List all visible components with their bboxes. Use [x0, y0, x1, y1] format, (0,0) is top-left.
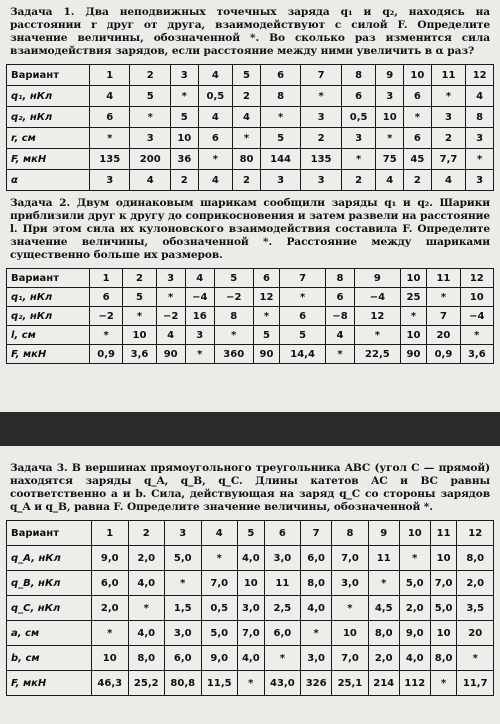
table-cell: 4,0 [301, 596, 332, 621]
table-cell: 10 [92, 646, 129, 671]
table-cell: 8,0 [301, 571, 332, 596]
table-cell: 4,0 [128, 571, 165, 596]
table-cell: 3,0 [165, 621, 202, 646]
table-cell: 4,0 [128, 621, 165, 646]
table-cell: 4,0 [399, 646, 430, 671]
table-header-cell: 8 [325, 269, 354, 288]
table-cell: 3,6 [460, 345, 493, 364]
table-cell: 4 [198, 107, 233, 128]
table-header-cell: 4 [198, 65, 233, 86]
table-cell: 6 [198, 128, 233, 149]
table-header-cell: 1 [90, 269, 123, 288]
table-cell: 2 [341, 170, 376, 191]
table-cell: 5,0 [201, 621, 238, 646]
table-cell: * [427, 288, 460, 307]
table-cell: * [128, 596, 165, 621]
table-row [7, 596, 494, 621]
table-cell: 6 [404, 128, 432, 149]
table-cell: * [214, 326, 253, 345]
table-header-cell: 1 [90, 65, 130, 86]
table-row [7, 288, 494, 307]
table-cell: 7 [427, 307, 460, 326]
table-row [7, 571, 494, 596]
table-cell: 5 [170, 107, 198, 128]
table-header-cell: 6 [264, 521, 301, 546]
row-label-cell: F, мкН [7, 345, 90, 364]
table-cell: 4 [130, 170, 170, 191]
table-cell: 4 [376, 170, 404, 191]
table-cell: 135 [301, 149, 341, 170]
table-cell: 6,0 [301, 546, 332, 571]
table-cell: 5 [130, 86, 170, 107]
table-cell: 3 [185, 326, 214, 345]
table-header-cell: 4 [201, 521, 238, 546]
table-header-cell: 2 [123, 269, 156, 288]
table-row [7, 621, 494, 646]
table-cell: 3,5 [457, 596, 494, 621]
table-cell: 11 [368, 546, 399, 571]
table-header-cell: 7 [301, 521, 332, 546]
table-cell: 326 [301, 671, 332, 696]
table-cell: 3 [260, 170, 300, 191]
table-cell: 5,0 [399, 571, 430, 596]
row-label-cell: F, мкН [7, 149, 90, 170]
table-cell: 2,0 [457, 571, 494, 596]
table-cell: 36 [170, 149, 198, 170]
table-cell: 20 [457, 621, 494, 646]
table-cell: * [332, 596, 369, 621]
table-cell: 25,2 [128, 671, 165, 696]
table-cell: 2,0 [368, 646, 399, 671]
table-cell: 10 [400, 326, 427, 345]
table-cell: 4 [233, 107, 261, 128]
table-cell: −2 [214, 288, 253, 307]
table-row [7, 107, 494, 128]
table-cell: 360 [214, 345, 253, 364]
row-label-cell: q_C, нКл [7, 596, 92, 621]
table-header-cell: 6 [253, 269, 280, 288]
table-cell: 9,0 [201, 646, 238, 671]
table-cell: 8 [260, 86, 300, 107]
table-cell: 3 [341, 128, 376, 149]
table-cell: 4 [431, 170, 466, 191]
table-cell: 0,9 [427, 345, 460, 364]
table-cell: 3 [466, 170, 494, 191]
table-cell: * [399, 546, 430, 571]
table-cell: 22,5 [355, 345, 401, 364]
table-header-cell: 9 [355, 269, 401, 288]
table-cell: 3 [90, 170, 130, 191]
table-cell: 3,0 [238, 596, 265, 621]
table-cell: * [264, 646, 301, 671]
table-header-cell: 12 [466, 65, 494, 86]
table-cell: 7,0 [238, 621, 265, 646]
table-header-cell: 3 [165, 521, 202, 546]
task-1-statement: Задача 1. Два неподвижных точечных заряда q₁ и q₂, находясь на расстоянии r друг от друга, взаимодействуют с силой F. Определите значение величины, обозначенной *. Во сколько раз изменится сила взаимодействия зарядов, если расстояние между ними увеличить в α раз? [10, 6, 490, 57]
table-header-cell: 7 [280, 269, 326, 288]
table-header-row [7, 269, 494, 288]
task-1-table [6, 64, 494, 191]
table-cell: * [198, 149, 233, 170]
table-cell: 10 [460, 288, 493, 307]
table-cell: 5,0 [165, 546, 202, 571]
table-header-cell: 12 [460, 269, 493, 288]
table-header-cell: 11 [431, 65, 466, 86]
table-cell: 7,0 [332, 546, 369, 571]
table-cell: 4 [325, 326, 354, 345]
table-cell: 4,5 [368, 596, 399, 621]
table-cell: 2 [233, 170, 261, 191]
row-label-cell: q₁, нКл [7, 288, 90, 307]
row-label-cell: b, см [7, 646, 92, 671]
table-cell: 43,0 [264, 671, 301, 696]
table-cell: 25,1 [332, 671, 369, 696]
table-cell: 3 [466, 128, 494, 149]
table-cell: 3 [301, 170, 341, 191]
table-cell: * [368, 571, 399, 596]
table-cell: 3 [431, 107, 466, 128]
table-header-cell: 3 [156, 269, 185, 288]
table-cell: 8 [214, 307, 253, 326]
table-cell: 4 [156, 326, 185, 345]
table-header-cell: 10 [404, 65, 432, 86]
table-header-row [7, 65, 494, 86]
table-cell: −4 [355, 288, 401, 307]
table-header-cell: 8 [332, 521, 369, 546]
row-label-cell: F, мкН [7, 671, 92, 696]
table-cell: * [165, 571, 202, 596]
table-header-cell: 2 [128, 521, 165, 546]
table-cell: 20 [427, 326, 460, 345]
row-label-cell: q₂, нКл [7, 307, 90, 326]
table-cell: 3 [130, 128, 170, 149]
table-cell: 10 [332, 621, 369, 646]
table-cell: 4 [198, 170, 233, 191]
row-label-cell: α [7, 170, 90, 191]
table-cell: 10 [170, 128, 198, 149]
row-label-cell: q_A, нКл [7, 546, 92, 571]
table-cell: −4 [185, 288, 214, 307]
table-cell: * [404, 107, 432, 128]
table-cell: 80,8 [165, 671, 202, 696]
table-header-cell: 4 [185, 269, 214, 288]
table-cell: 25 [400, 288, 427, 307]
table-cell: −8 [325, 307, 354, 326]
table-row [7, 326, 494, 345]
table-cell: 3 [376, 86, 404, 107]
table-cell: 11 [264, 571, 301, 596]
table-header-cell: 2 [130, 65, 170, 86]
table-cell: −4 [460, 307, 493, 326]
table-cell: * [90, 128, 130, 149]
table-cell: 45 [404, 149, 432, 170]
table-cell: 2 [170, 170, 198, 191]
task-3-statement: Задача 3. В вершинах прямоугольного треугольника ABC (угол C — прямой) находятся заряды q_A, q_B, q_C. Длины катетов AC и BC равны соответственно a и b. Сила, действующая на заряд q_C со стороны зарядов q_A и q_B, равна F. Определите значение величины, обозначенной *. [10, 462, 490, 513]
table-cell: 4,0 [238, 646, 265, 671]
table-cell: 8 [466, 107, 494, 128]
table-cell: * [238, 671, 265, 696]
table-row [7, 646, 494, 671]
table-cell: * [355, 326, 401, 345]
row-label-cell: q₂, нКл [7, 107, 90, 128]
table-row [7, 307, 494, 326]
table-cell: 9,0 [92, 546, 129, 571]
page-sheet-2 [0, 446, 500, 724]
table-cell: 3,0 [301, 646, 332, 671]
table-cell: 4,0 [238, 546, 265, 571]
row-label-cell: l, см [7, 326, 90, 345]
table-header-cell: 5 [214, 269, 253, 288]
table-cell: 9,0 [399, 621, 430, 646]
table-cell: 2 [301, 128, 341, 149]
table-row [7, 149, 494, 170]
table-cell: * [466, 149, 494, 170]
task-2-statement: Задача 2. Двум одинаковым шарикам сообщили заряды q₁ и q₂. Шарики приблизили друг к другу до соприкосновения и затем развели на расстояние l. При этом сила их кулоновского взаимодействия составила F. Определите значение величины, обозначенной *. Расстояние между шариками существенно больше их размеров. [10, 197, 490, 261]
table-cell: 200 [130, 149, 170, 170]
table-cell: 2,0 [128, 546, 165, 571]
table-cell: −2 [90, 307, 123, 326]
table-cell: 2 [233, 86, 261, 107]
table-cell: 5 [123, 288, 156, 307]
table-cell: * [156, 288, 185, 307]
row-label-cell: q₁, нКл [7, 86, 90, 107]
table-cell: * [280, 288, 326, 307]
table-cell: * [253, 307, 280, 326]
table-cell: 90 [400, 345, 427, 364]
table-row [7, 170, 494, 191]
table-cell: * [201, 546, 238, 571]
table-cell: 11,5 [201, 671, 238, 696]
table-cell: * [460, 326, 493, 345]
table-row [7, 128, 494, 149]
table-cell: * [431, 86, 466, 107]
table-cell: 3,0 [264, 546, 301, 571]
table-cell: * [260, 107, 300, 128]
table-cell: 16 [185, 307, 214, 326]
table-cell: * [341, 149, 376, 170]
table-cell: * [430, 671, 457, 696]
table-cell: 0,9 [90, 345, 123, 364]
table-cell: * [376, 128, 404, 149]
table-cell: 8,0 [128, 646, 165, 671]
table-cell: 75 [376, 149, 404, 170]
table-cell: 6 [325, 288, 354, 307]
table-cell: 8,0 [368, 621, 399, 646]
table-cell: 46,3 [92, 671, 129, 696]
table-cell: 2,5 [264, 596, 301, 621]
row-label-cell: r, см [7, 128, 90, 149]
table-header-cell: 5 [238, 521, 265, 546]
table-cell: 5 [280, 326, 326, 345]
table-cell: * [301, 86, 341, 107]
row-label-cell: a, см [7, 621, 92, 646]
table-cell: * [185, 345, 214, 364]
table-cell: 4 [466, 86, 494, 107]
table-header-cell: 10 [400, 269, 427, 288]
table-header-row [7, 521, 494, 546]
table-cell: 112 [399, 671, 430, 696]
table-cell: 6 [90, 288, 123, 307]
table-cell: 10 [238, 571, 265, 596]
table-cell: 10 [430, 621, 457, 646]
task-2-table [6, 268, 494, 364]
table-cell: 6 [341, 86, 376, 107]
table-cell: 90 [156, 345, 185, 364]
table-header-cell: 12 [457, 521, 494, 546]
table-cell: * [92, 621, 129, 646]
table-cell: 8,0 [457, 546, 494, 571]
table-cell: 144 [260, 149, 300, 170]
table-cell: 14,4 [280, 345, 326, 364]
table-cell: 7,7 [431, 149, 466, 170]
table-header-cell: 11 [427, 269, 460, 288]
table-cell: 7,0 [430, 571, 457, 596]
table-cell: 0,5 [201, 596, 238, 621]
table-header-cell: 3 [170, 65, 198, 86]
table-cell: 7,0 [201, 571, 238, 596]
table-header-cell: 9 [376, 65, 404, 86]
table-row [7, 671, 494, 696]
table-cell: 6 [404, 86, 432, 107]
table-row [7, 345, 494, 364]
table-cell: 6,0 [92, 571, 129, 596]
table-header-cell: 7 [301, 65, 341, 86]
table-cell: 6 [90, 107, 130, 128]
table-cell: 0,5 [341, 107, 376, 128]
table-cell: 10 [376, 107, 404, 128]
table-cell: 5,0 [430, 596, 457, 621]
table-cell: 8,0 [430, 646, 457, 671]
table-cell: * [301, 621, 332, 646]
table-header-cell: 9 [368, 521, 399, 546]
table-cell: 10 [430, 546, 457, 571]
table-cell: 214 [368, 671, 399, 696]
table-cell: 5 [260, 128, 300, 149]
table-cell: * [400, 307, 427, 326]
table-cell: 7,0 [332, 646, 369, 671]
table-header-cell: 8 [341, 65, 376, 86]
table-header-cell: Вариант [7, 65, 90, 86]
table-cell: 90 [253, 345, 280, 364]
table-cell: * [123, 307, 156, 326]
row-label-cell: q_B, нКл [7, 571, 92, 596]
table-cell: 6 [280, 307, 326, 326]
table-header-cell: 11 [430, 521, 457, 546]
table-header-cell: 5 [233, 65, 261, 86]
table-cell: 10 [123, 326, 156, 345]
table-cell: 0,5 [198, 86, 233, 107]
task-3-table [6, 520, 494, 696]
table-cell: 2,0 [92, 596, 129, 621]
table-row [7, 546, 494, 571]
table-cell: 2 [404, 170, 432, 191]
table-cell: 6,0 [264, 621, 301, 646]
table-header-cell: 1 [92, 521, 129, 546]
table-cell: −2 [156, 307, 185, 326]
table-cell: 3,0 [332, 571, 369, 596]
table-header-cell: Вариант [7, 269, 90, 288]
table-cell: 11,7 [457, 671, 494, 696]
table-cell: 12 [355, 307, 401, 326]
table-cell: * [90, 326, 123, 345]
table-cell: * [130, 107, 170, 128]
table-cell: 5 [253, 326, 280, 345]
table-header-cell: 10 [399, 521, 430, 546]
table-cell: 6,0 [165, 646, 202, 671]
table-cell: 2 [431, 128, 466, 149]
table-cell: * [325, 345, 354, 364]
table-cell: 80 [233, 149, 261, 170]
table-cell: * [457, 646, 494, 671]
table-cell: 1,5 [165, 596, 202, 621]
table-cell: 135 [90, 149, 130, 170]
table-cell: * [170, 86, 198, 107]
table-cell: 3,6 [123, 345, 156, 364]
table-cell: 2,0 [399, 596, 430, 621]
table-row [7, 86, 494, 107]
table-header-cell: Вариант [7, 521, 92, 546]
table-cell: 12 [253, 288, 280, 307]
table-header-cell: 6 [260, 65, 300, 86]
table-cell: 3 [301, 107, 341, 128]
table-cell: 4 [90, 86, 130, 107]
table-cell: * [233, 128, 261, 149]
